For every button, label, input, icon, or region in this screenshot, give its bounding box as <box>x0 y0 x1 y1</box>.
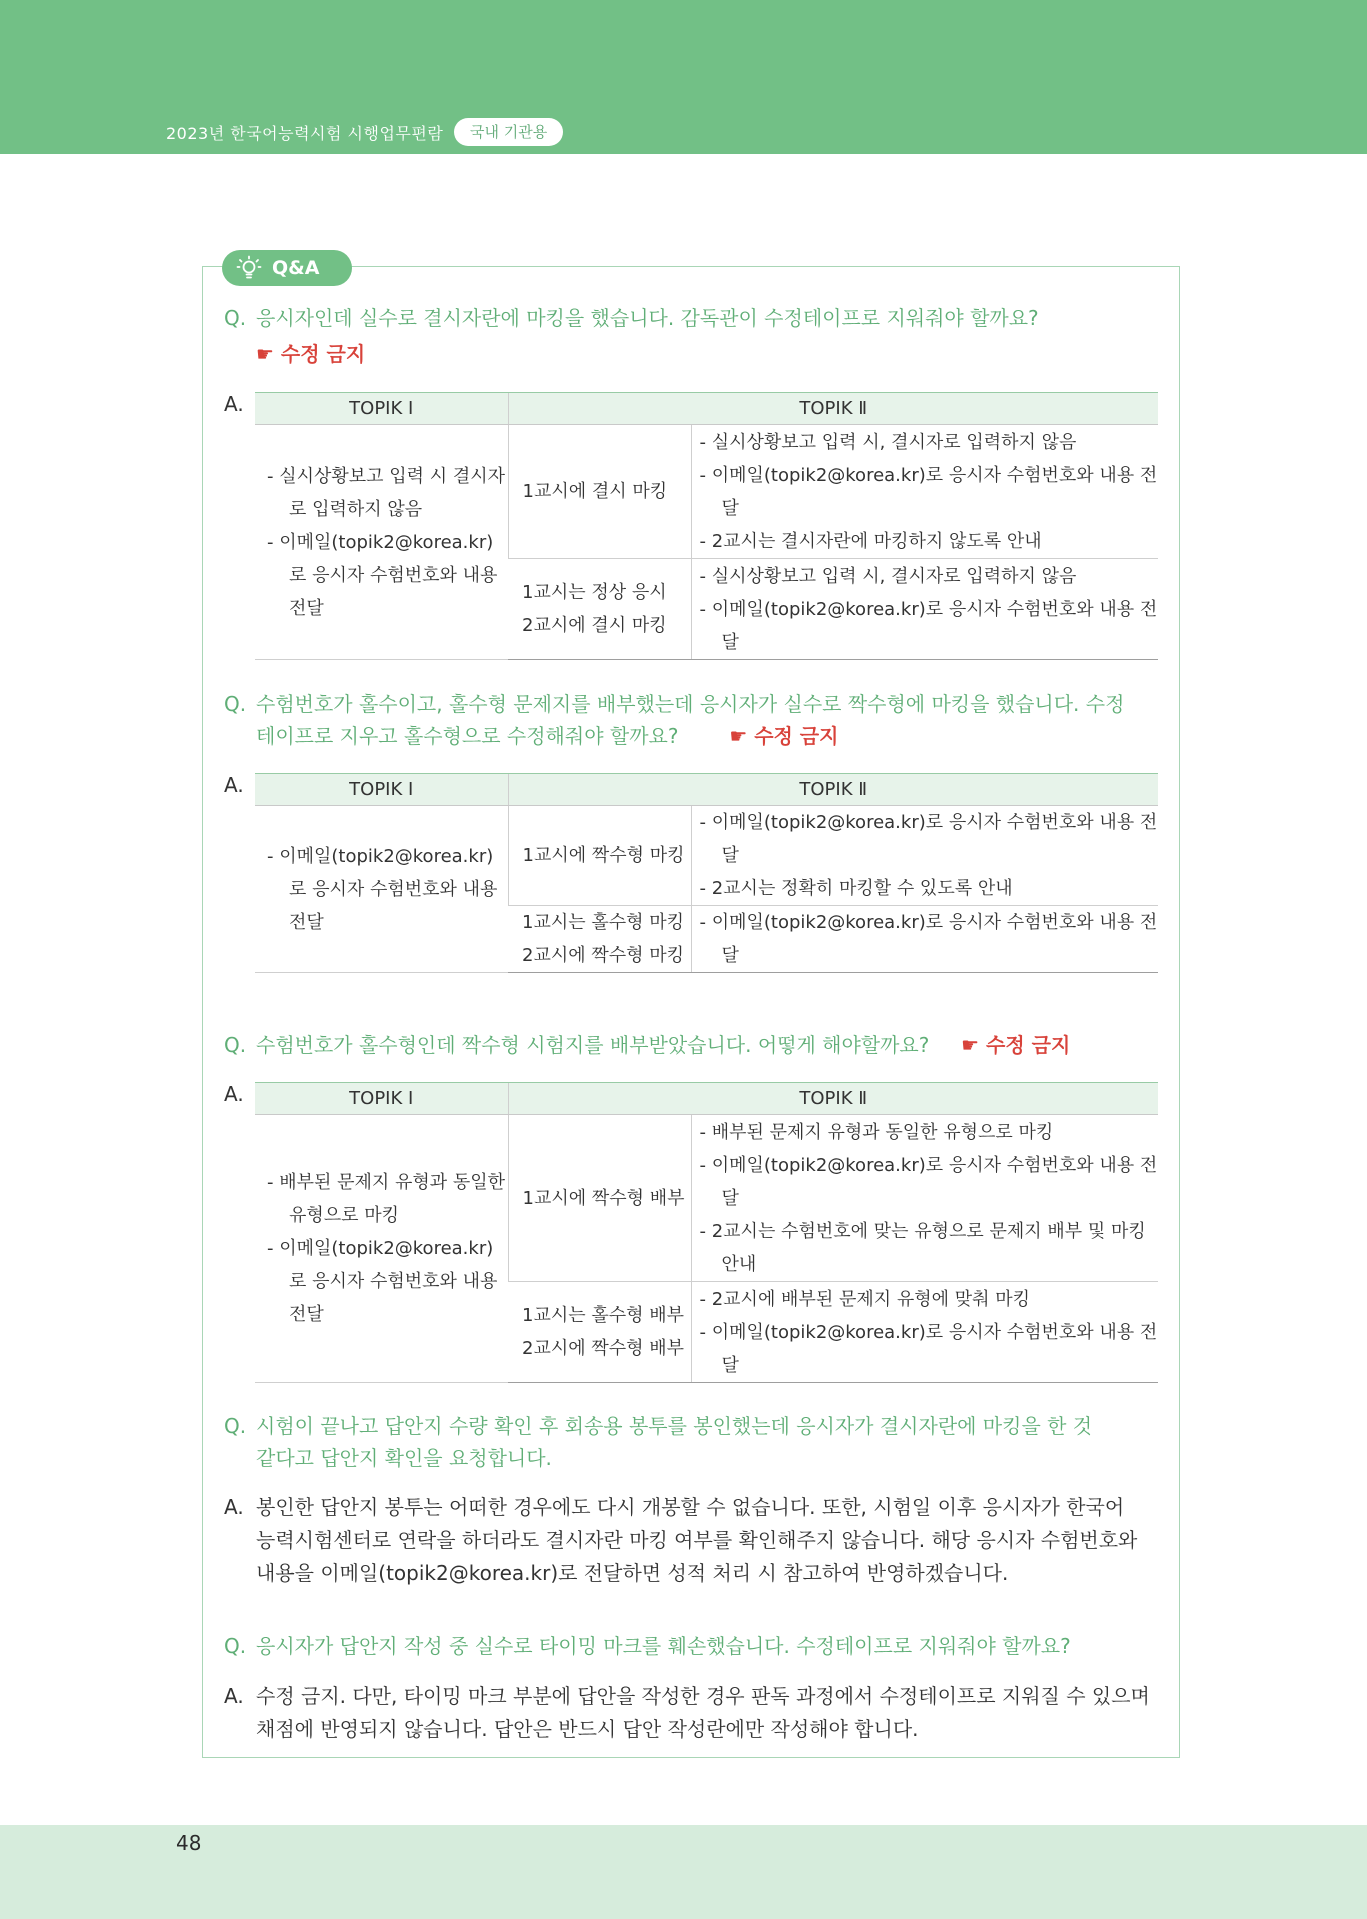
case-cell <box>508 906 691 973</box>
list-item: - 2교시는 정확히 마킹할 수 있도록 안내 <box>700 872 1159 905</box>
list-item: - 이메일(topik2@korea.kr)로 응시자 수험번호와 내용 전달 <box>267 1232 508 1331</box>
a-marker: A. <box>224 773 244 797</box>
answer-text: 능력시험센터로 연락을 하더라도 결시자란 마킹 여부를 확인해주지 않습니다. 해당 응시자 수험번호와 <box>256 1528 1138 1552</box>
list-item: - 실시상황보고 입력 시 결시자로 입력하지 않음 <box>267 460 508 526</box>
question-text: 응시자가 답안지 작성 중 실수로 타이밍 마크를 훼손했습니다. 수정테이프로 지워줘야 할까요? <box>256 1634 1071 1658</box>
list-item: - 2교시는 수험번호에 맞는 유형으로 문제지 배부 및 마킹 안내 <box>700 1215 1159 1281</box>
action-cell <box>691 1115 1158 1282</box>
case-text: 1교시에 결시 마킹 <box>522 481 668 502</box>
answer-4 <box>224 1491 1160 1590</box>
question-text: 같다고 답안지 확인을 요청합니다. <box>256 1446 552 1470</box>
a-marker: A. <box>224 1495 244 1519</box>
action-cell <box>691 425 1158 559</box>
footer-band <box>0 1825 1367 1919</box>
case-cell <box>508 559 691 660</box>
table-header-topik1: TOPIK Ⅰ <box>255 1083 508 1115</box>
question-5 <box>224 1630 1071 1662</box>
question-1 <box>224 302 1039 334</box>
list-item: - 실시상황보고 입력 시, 결시자로 입력하지 않음 <box>700 426 1159 459</box>
document-title: 2023년 한국어능력시험 시행업무편람 <box>166 124 444 143</box>
warning-badge: ☛ 수정 금지 <box>961 1033 1071 1057</box>
q-marker: Q. <box>224 1414 247 1438</box>
q-marker: Q. <box>224 306 247 330</box>
answer-text: 내용을 이메일(topik2@korea.kr)로 전달하면 성적 처리 시 참고하여 반영하겠습니다. <box>256 1561 1009 1585</box>
answer-table-3 <box>255 1082 1158 1383</box>
case-text: 2교시에 결시 마킹 <box>522 615 667 636</box>
list-item: - 이메일(topik2@korea.kr)로 응시자 수험번호와 내용 전달 <box>700 906 1159 972</box>
case-text: 2교시에 짝수형 배부 <box>522 1338 684 1359</box>
q-marker: Q. <box>224 1033 247 1057</box>
qa-tag <box>222 250 352 286</box>
warning-badge: ☛ 수정 금지 <box>256 342 366 366</box>
list-item: - 이메일(topik2@korea.kr)로 응시자 수험번호와 내용 전달 <box>700 593 1159 659</box>
list-item: - 이메일(topik2@korea.kr)로 응시자 수험번호와 내용 전달 <box>700 459 1159 525</box>
case-cell <box>508 1282 691 1383</box>
topik1-cell <box>255 425 508 660</box>
a-marker: A. <box>224 1082 244 1106</box>
list-item: - 이메일(topik2@korea.kr)로 응시자 수험번호와 내용 전달 <box>267 526 508 625</box>
table-header-topik2: TOPIK Ⅱ <box>508 774 1158 806</box>
question-text: 시험이 끝나고 답안지 수량 확인 후 회송용 봉투를 봉인했는데 응시자가 결시자란에 마킹을 한 것 <box>256 1414 1093 1438</box>
question-text: 수험번호가 홀수이고, 홀수형 문제지를 배부했는데 응시자가 실수로 짝수형에 마킹을 했습니다. 수정 <box>256 692 1125 716</box>
topik1-cell <box>255 1115 508 1383</box>
action-cell <box>691 906 1158 973</box>
answer-text: 봉인한 답안지 봉투는 어떠한 경우에도 다시 개봉할 수 없습니다. 또한, 시험일 이후 응시자가 한국어 <box>256 1495 1125 1519</box>
case-cell <box>508 1115 691 1282</box>
table-header-topik1: TOPIK Ⅰ <box>255 393 508 425</box>
question-2 <box>224 688 1124 752</box>
list-item: - 이메일(topik2@korea.kr)로 응시자 수험번호와 내용 전달 <box>700 806 1159 872</box>
list-item: - 2교시에 배부된 문제지 유형에 맞춰 마킹 <box>700 1283 1159 1316</box>
answer-5 <box>224 1680 1160 1746</box>
page-number: 48 <box>176 1831 202 1855</box>
case-text: 1교시는 정상 응시 <box>522 582 667 603</box>
answer-table-1 <box>255 392 1158 660</box>
case-text: 1교시에 짝수형 마킹 <box>522 845 685 866</box>
case-text: 2교시에 짝수형 마킹 <box>522 945 684 966</box>
audience-badge: 국내 기관용 <box>454 118 563 146</box>
topik1-cell <box>255 806 508 973</box>
table-header-topik1: TOPIK Ⅰ <box>255 774 508 806</box>
list-item: - 2교시는 결시자란에 마킹하지 않도록 안내 <box>700 525 1159 558</box>
case-text: 1교시는 홀수형 배부 <box>522 1305 684 1326</box>
action-cell <box>691 806 1158 906</box>
question-3 <box>224 1029 1070 1061</box>
list-item: - 배부된 문제지 유형과 동일한 유형으로 마킹 <box>700 1116 1159 1149</box>
list-item: - 실시상황보고 입력 시, 결시자로 입력하지 않음 <box>700 560 1159 593</box>
q-marker: Q. <box>224 692 247 716</box>
question-text: 응시자인데 실수로 결시자란에 마킹을 했습니다. 감독관이 수정테이프로 지워줘야 할까요? <box>256 306 1039 330</box>
q-marker: Q. <box>224 1634 247 1658</box>
lightbulb-icon <box>236 255 262 281</box>
table-header-topik2: TOPIK Ⅱ <box>508 1083 1158 1115</box>
answer-text: 채점에 반영되지 않습니다. 답안은 반드시 답안 작성란에만 작성해야 합니다. <box>256 1717 919 1741</box>
case-text: 1교시에 짝수형 배부 <box>522 1187 685 1209</box>
table-header-topik2: TOPIK Ⅱ <box>508 393 1158 425</box>
question-4 <box>224 1410 1092 1474</box>
qa-tag-label: Q&A <box>272 257 320 279</box>
answer-table-2 <box>255 773 1158 973</box>
list-item: - 이메일(topik2@korea.kr)로 응시자 수험번호와 내용 전달 <box>267 840 508 939</box>
answer-text: 수정 금지. 다만, 타이밍 마크 부분에 답안을 작성한 경우 판독 과정에서 수정테이프로 지워질 수 있으며 <box>256 1684 1150 1708</box>
a-marker: A. <box>224 1684 244 1708</box>
a-marker: A. <box>224 392 244 416</box>
action-cell <box>691 559 1158 660</box>
list-item: - 이메일(topik2@korea.kr)로 응시자 수험번호와 내용 전달 <box>700 1316 1159 1382</box>
action-cell <box>691 1282 1158 1383</box>
question-text: 테이프로 지우고 홀수형으로 수정해줘야 할까요? <box>256 724 679 748</box>
case-text: 1교시는 홀수형 마킹 <box>522 912 684 933</box>
case-cell <box>508 425 691 559</box>
list-item: - 이메일(topik2@korea.kr)로 응시자 수험번호와 내용 전달 <box>700 1149 1159 1215</box>
list-item: - 배부된 문제지 유형과 동일한 유형으로 마킹 <box>267 1166 508 1232</box>
warning-badge: ☛ 수정 금지 <box>729 724 839 748</box>
case-cell <box>508 806 691 906</box>
question-text: 수험번호가 홀수형인데 짝수형 시험지를 배부받았습니다. 어떻게 해야할까요? <box>256 1033 930 1057</box>
